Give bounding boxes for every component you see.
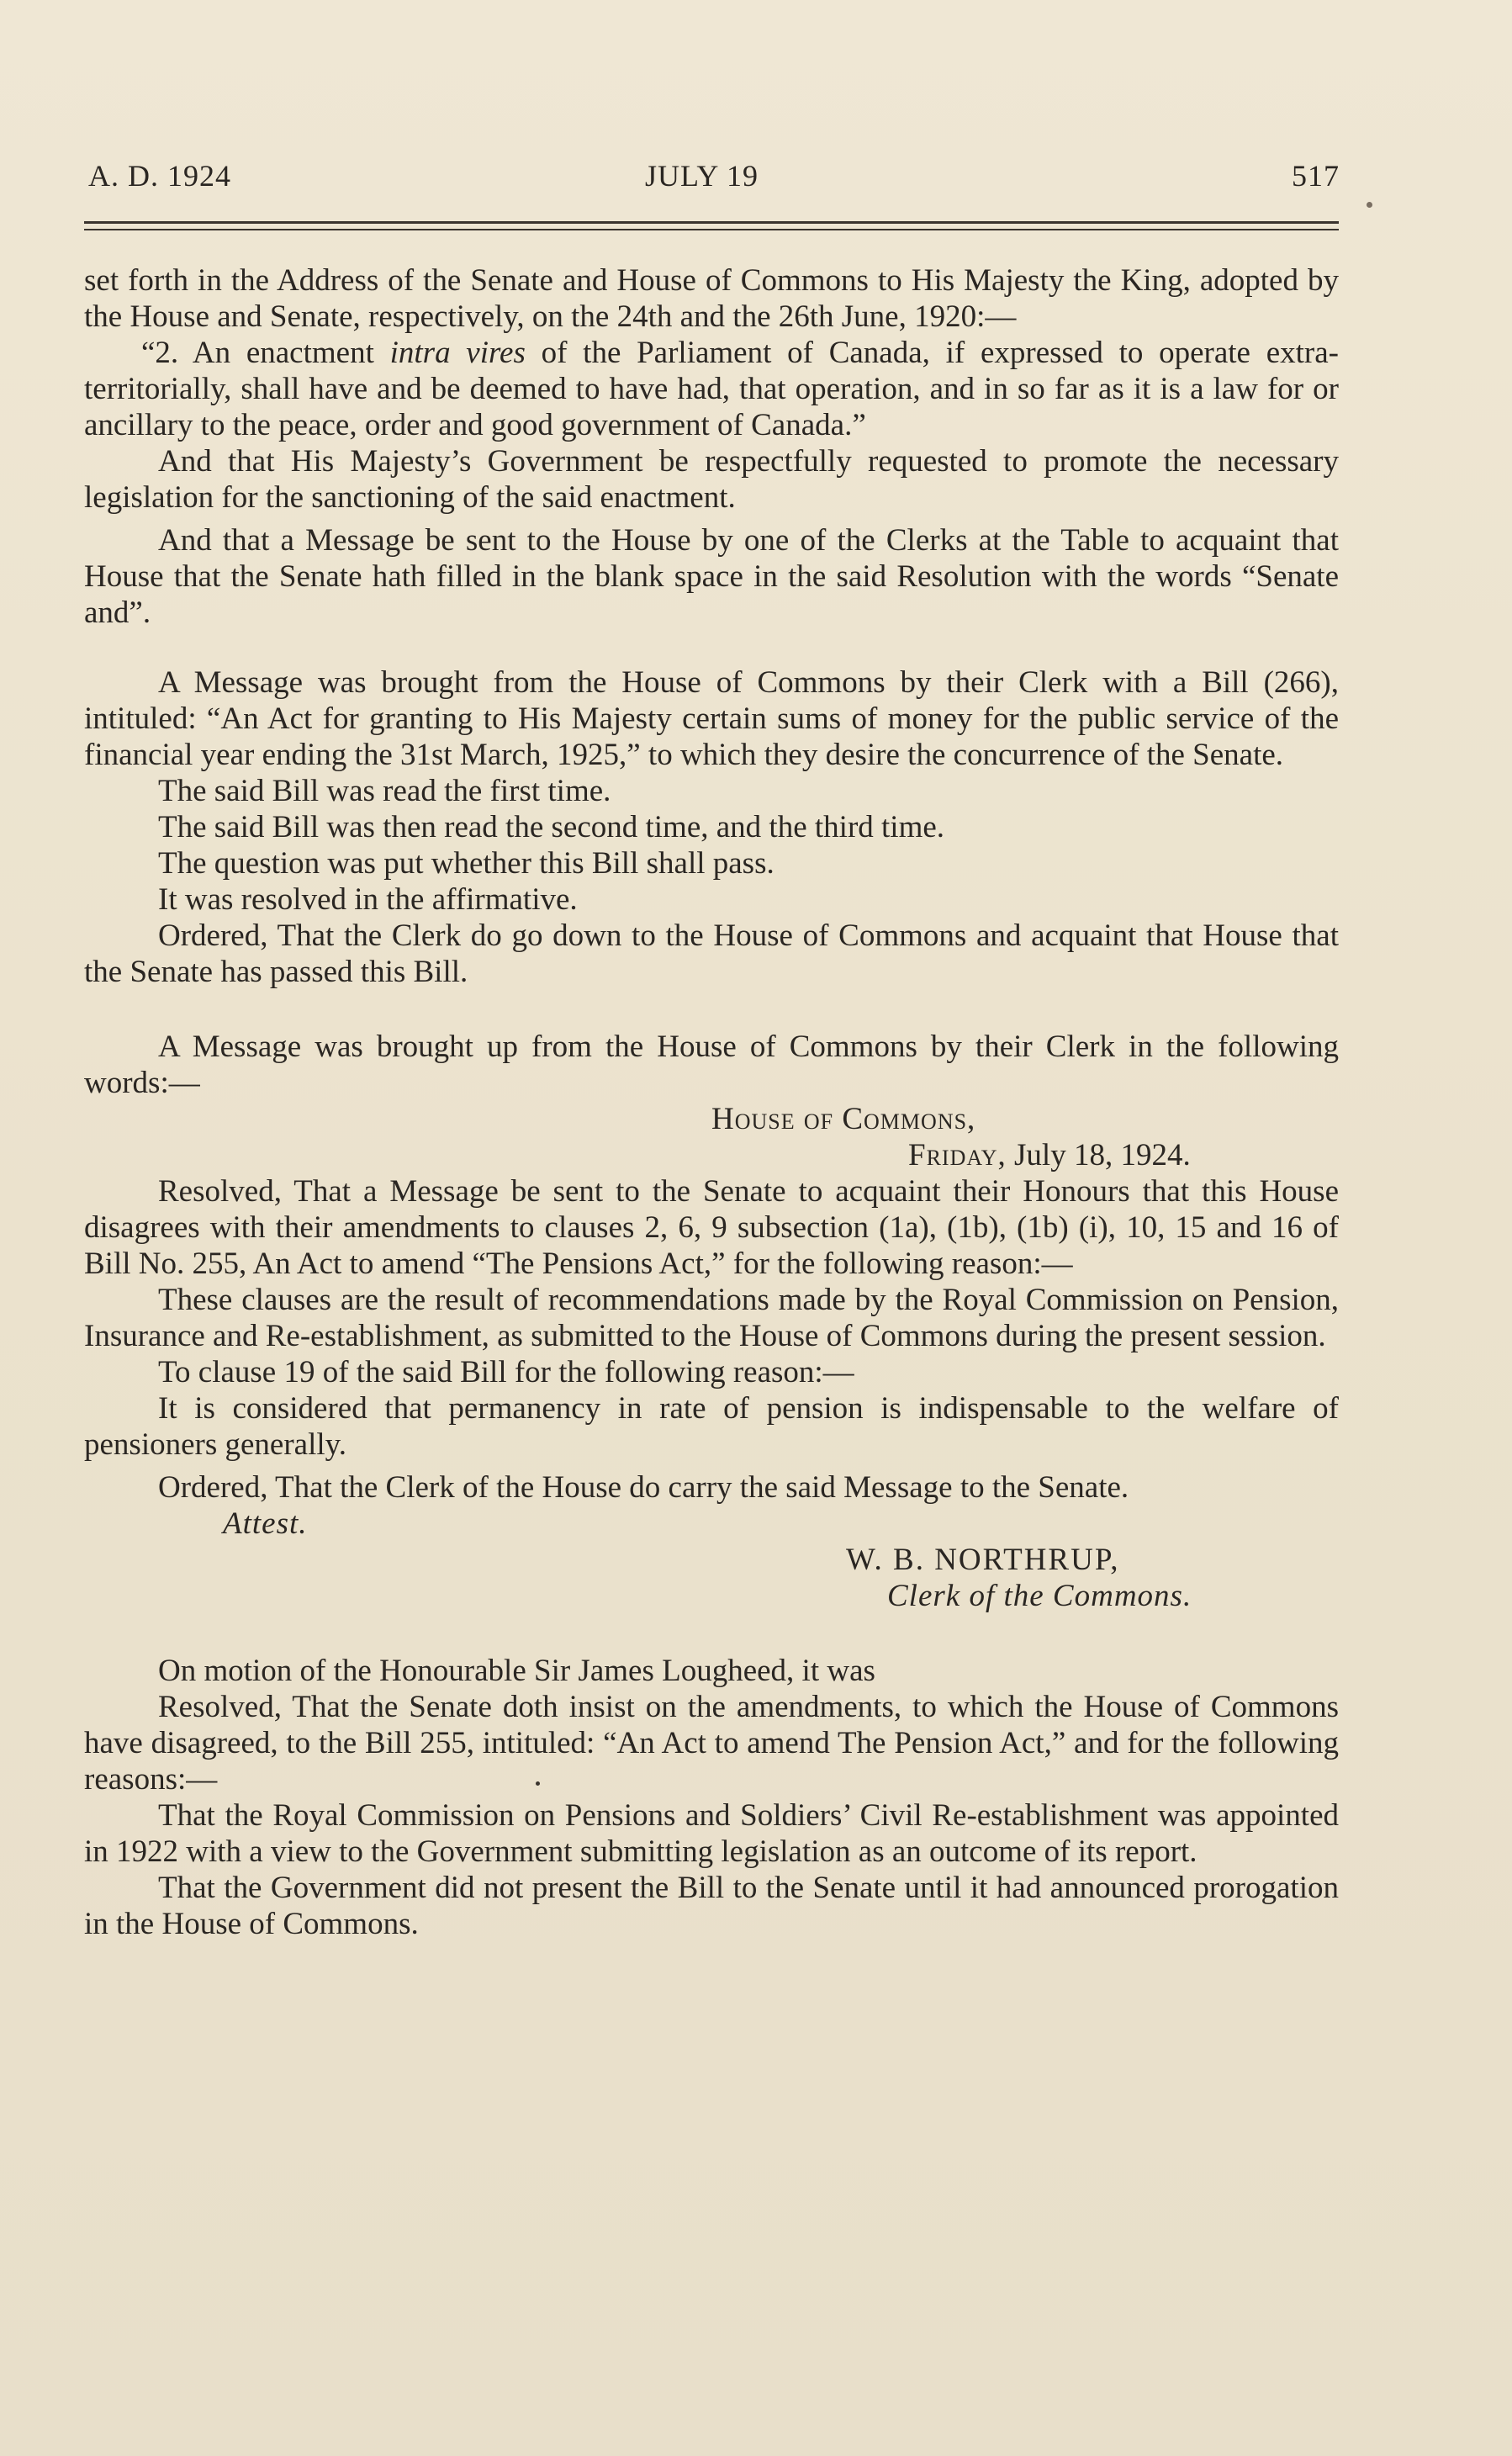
message-date: [84, 1137, 1339, 1173]
quote-rest: of the Parliament of Canada, if expressed to operate extra-territorially, shall have and be deemed to have had, that operation, and in so far as it is a law for or ancillary to the peace, order and good government of Canada.”: [84, 336, 1339, 442]
stray-dot: [536, 1781, 540, 1786]
paragraph: It was resolved in the affirmative.: [158, 882, 578, 917]
paragraph: The said Bill was read the first time.: [158, 774, 611, 808]
paragraph: And that His Majesty’s Government be respectfully requested to promote the necessary legislation for the sanctioning of the said enactment.: [84, 444, 1339, 515]
signer-name: W. B. NORTHRUP,: [846, 1543, 1120, 1577]
signer-title: Clerk of the Commons.: [887, 1579, 1192, 1613]
paragraph: On motion of the Honourable Sir James Lougheed, it was: [158, 1654, 875, 1688]
paragraph: To clause 19 of the said Bill for the following reason:—: [158, 1355, 854, 1389]
paragraph: And that a Message be sent to the House by one of the Clerks at the Table to acquaint that House that the Senate hath filled in the blank space in the said Resolution with the words “Senate and”.: [84, 523, 1339, 630]
paragraph: Resolved, That a Message be sent to the Senate to acquaint their Honours that this House disagrees with their amendments to clauses 2, 6, 9 subsection (1a), (1b), (1b) (i), 10, 15 and 16 of Bill No. 255, An Act to amend “The Pensions Act,” for the following reason:—: [84, 1174, 1339, 1281]
running-header: [88, 158, 1340, 200]
body-text: [84, 262, 1339, 1942]
edge-mark: [1367, 202, 1372, 208]
header-rule-top: [84, 221, 1339, 224]
quoted-enactment: [84, 335, 1339, 443]
header-rule-bottom: [84, 229, 1339, 230]
message-heading: House of Commons,: [711, 1102, 976, 1136]
paragraph: A Message was brought from the House of Commons by their Clerk with a Bill (266), intituled: “An Act for granting to His Majesty certain sums of money for the public service of the financial year ending the 31st March, 1925,” to which they desire the concurrence of the Senate.: [84, 665, 1339, 772]
header-date: JULY 19: [645, 159, 759, 193]
paragraph: It is considered that permanency in rate of pension is indispensable to the welfare of pensioners generally.: [84, 1391, 1339, 1462]
italic-term: intra vires: [389, 336, 526, 370]
message-day: Friday,: [908, 1138, 1007, 1172]
paragraph: The said Bill was then read the second time, and the third time.: [158, 810, 945, 844]
page-number: 517: [1292, 159, 1340, 193]
message-date-text: July 18, 1924.: [1006, 1138, 1191, 1172]
paragraph: These clauses are the result of recommendations made by the Royal Commission on Pension, Insurance and Re-establishment, as submitted to the House of Commons during the present session.: [84, 1283, 1339, 1353]
paragraph: A Message was brought up from the House of Commons by their Clerk in the following words:—: [84, 1030, 1339, 1100]
quote-open: “2. An enactment: [141, 336, 390, 370]
paragraph: Resolved, That the Senate doth insist on the amendments, to which the House of Commons have disagreed, to the Bill 255, intituled: “An Act to amend The Pension Act,” and for the following reasons:—: [84, 1690, 1339, 1797]
paragraph: set forth in the Address of the Senate and House of Commons to His Majesty the King, adopted by the House and Senate, respectively, on the 24th and the 26th June, 1920:—: [84, 263, 1339, 334]
paragraph: That the Royal Commission on Pensions and Soldiers’ Civil Re-establishment was appointed in 1922 with a view to the Government submitting legislation as an outcome of its report.: [84, 1798, 1339, 1869]
paragraph: Ordered, That the Clerk of the House do carry the said Message to the Senate.: [158, 1470, 1129, 1505]
paragraph: Ordered, That the Clerk do go down to the House of Commons and acquaint that House that the Senate has passed this Bill.: [84, 918, 1339, 989]
paragraph: That the Government did not present the Bill to the Senate until it had announced prorogation in the House of Commons.: [84, 1871, 1339, 1941]
paragraph: The question was put whether this Bill shall pass.: [158, 846, 775, 881]
attest-label: Attest.: [223, 1506, 308, 1541]
header-year: A. D. 1924: [88, 159, 231, 193]
